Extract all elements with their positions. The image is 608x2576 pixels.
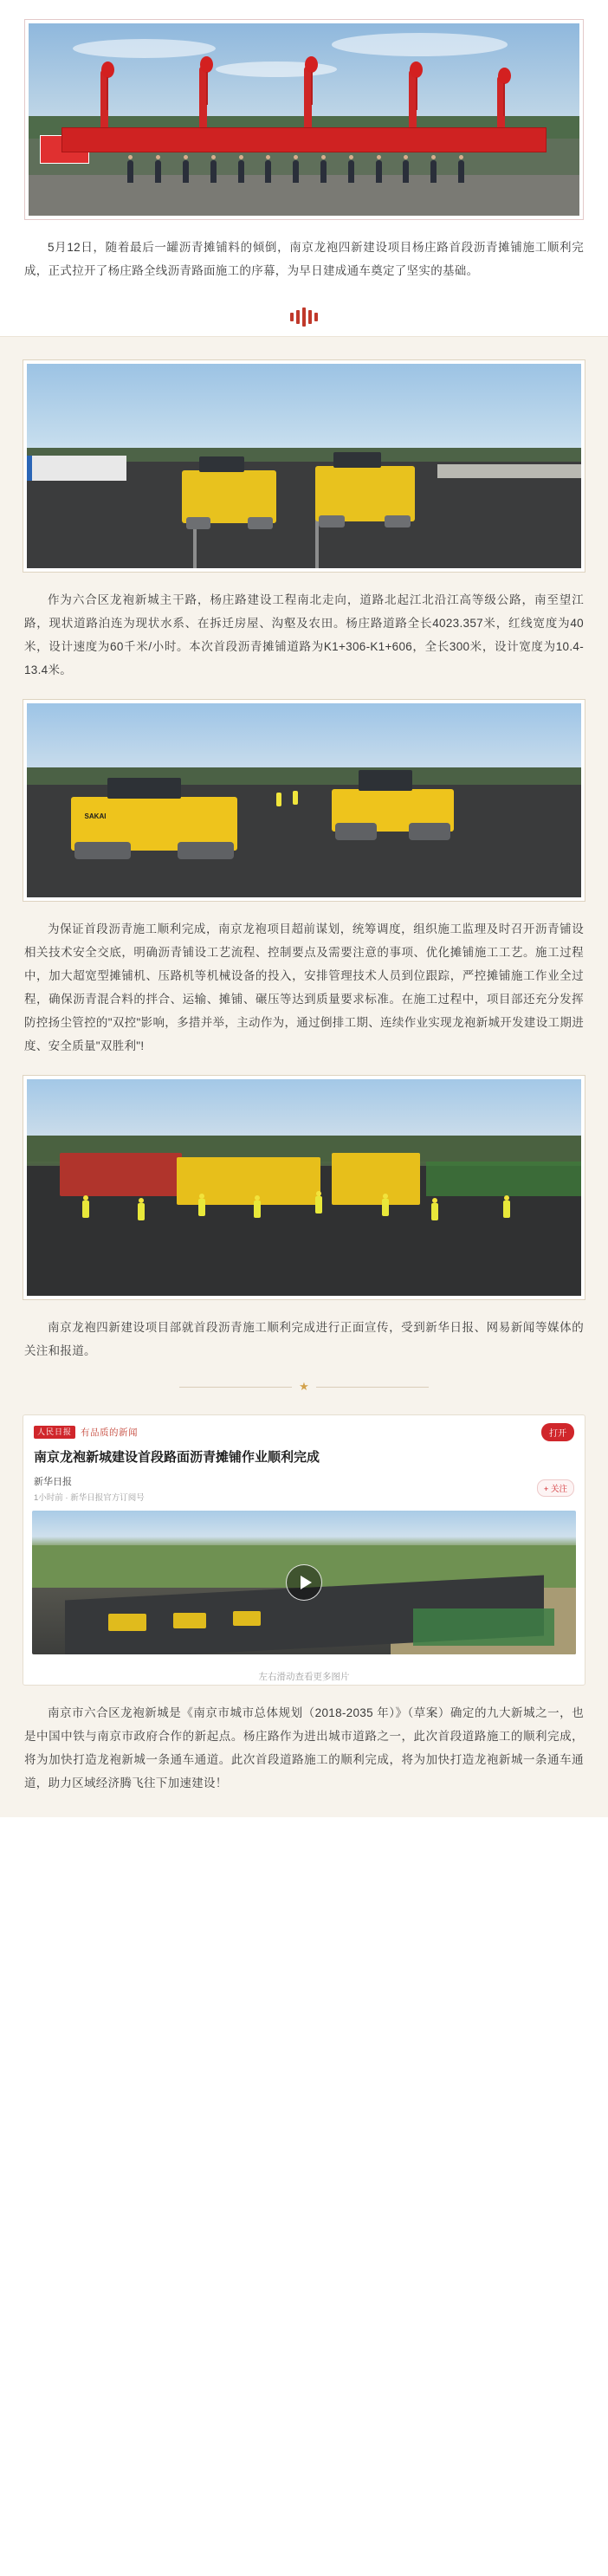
divider-line-left	[179, 1387, 292, 1388]
divider-bar	[302, 307, 306, 327]
paving-crew-photo-frame	[23, 1075, 585, 1300]
follow-button[interactable]: + 关注	[537, 1479, 574, 1497]
peoples-daily-logo: 人民日报	[34, 1426, 75, 1440]
news-card-header	[23, 1415, 585, 1447]
play-icon[interactable]	[286, 1564, 322, 1601]
star-icon: ★	[299, 1380, 309, 1393]
news-video-thumbnail[interactable]	[32, 1511, 576, 1654]
news-source-logo	[34, 1426, 138, 1440]
section-details	[0, 336, 608, 1817]
section-intro	[0, 0, 608, 298]
paving-crew-workers-photo	[27, 1079, 581, 1296]
divider-line-right	[316, 1387, 429, 1388]
news-timestamp: 1小时前 · 新华日报官方订阅号	[34, 1492, 145, 1503]
news-meta-row	[23, 1474, 585, 1511]
divider-bar	[290, 313, 294, 321]
details-paragraph-3: 南京龙袍四新建设项目部就首段沥青施工顺利完成进行正面宣传，受到新华日报、网易新闻等媒体的关注和报道。	[24, 1321, 584, 1357]
open-app-button[interactable]: 打开	[541, 1423, 574, 1441]
swipe-hint-text: 左右滑动查看更多图片	[258, 1671, 350, 1682]
details-paragraph-1: 作为六合区龙袍新城主干路，杨庄路建设工程南北走向，道路北起江北沿江高等级公路，南至望江路，现状道路泊连为现状水系、在拆迁房屋、沟壑及农田。杨庄路道路全长4023.357米，红线宽度为40米，设计速度为60千米/小时。本次首段沥青摊铺道路为K1+306-K1+606，全长300米，设计宽度为10.4-13.4米。	[24, 593, 584, 676]
two-rollers-on-new-asphalt-photo	[27, 364, 581, 568]
section-divider	[0, 298, 608, 336]
divider-bar	[296, 310, 300, 324]
news-card[interactable]	[23, 1414, 585, 1686]
details-paragraph-2: 为保证首段沥青施工顺利完成，南京龙袍项目超前谋划，统筹调度，组织施工监理及时召开沥青铺设相关技术安全交底，明确沥青铺设工艺流程、控制要点及需要注意的事项、优化摊铺施工工艺。施工过程中，加大超宽型摊铺机、压路机等机械设备的投入，安排管理技术人员到位跟踪，严控摊铺施工作业全过程，确保沥青混合料的拌合、运输、摊铺、碾压等达到质量要求标准。在施工过程中，项目部还充分发挥防控扬尘管控的"双控"影响，多措并举，主动作为，通过倒排工期、连续作业实现龙袍新城开发建设工期进度、安全质量"双胜利"!	[24, 922, 584, 1052]
details-paragraph-4: 南京市六合区龙袍新城是《南京市城市总体规划（2018-2035 年）》（草案）确定的九大新城之一，也是中国中铁与南京市政府合作的新起点。杨庄路作为进出城市道路之一，此次首段道路施工的顺利完成，将为加快打造龙袍新城一条通车通道。此次首段道路施工的顺利完成，将为加快打造龙袍新城一条通车通道，助力区域经济腾飞往下加速建设！	[24, 1705, 584, 1790]
divider-bar	[308, 310, 312, 324]
star-divider	[0, 1362, 608, 1401]
news-headline[interactable]: 南京龙袍新城建设首段路面沥青摊铺作业顺利完成	[34, 1450, 320, 1465]
divider-bar	[314, 313, 318, 321]
intro-paragraph: 5月12日，随着最后一罐沥青摊铺料的倾倒，南京龙袍四新建设项目杨庄路首段沥青摊铺施工顺利完成，正式拉开了杨庄路全线沥青路面施工的序幕，为早日建成通车奠定了坚实的基础。	[24, 241, 584, 277]
ceremony-photo-frame	[24, 19, 584, 220]
sakai-photo-frame	[23, 699, 585, 902]
rollers-photo-frame	[23, 359, 585, 573]
news-source-name: 新华日报	[34, 1476, 72, 1487]
groundbreaking-ceremony-photo	[29, 23, 579, 216]
news-source-slogan: 有品质的新闻	[81, 1427, 139, 1438]
sakai-roller-compacting-photo: SAKAI	[27, 703, 581, 897]
